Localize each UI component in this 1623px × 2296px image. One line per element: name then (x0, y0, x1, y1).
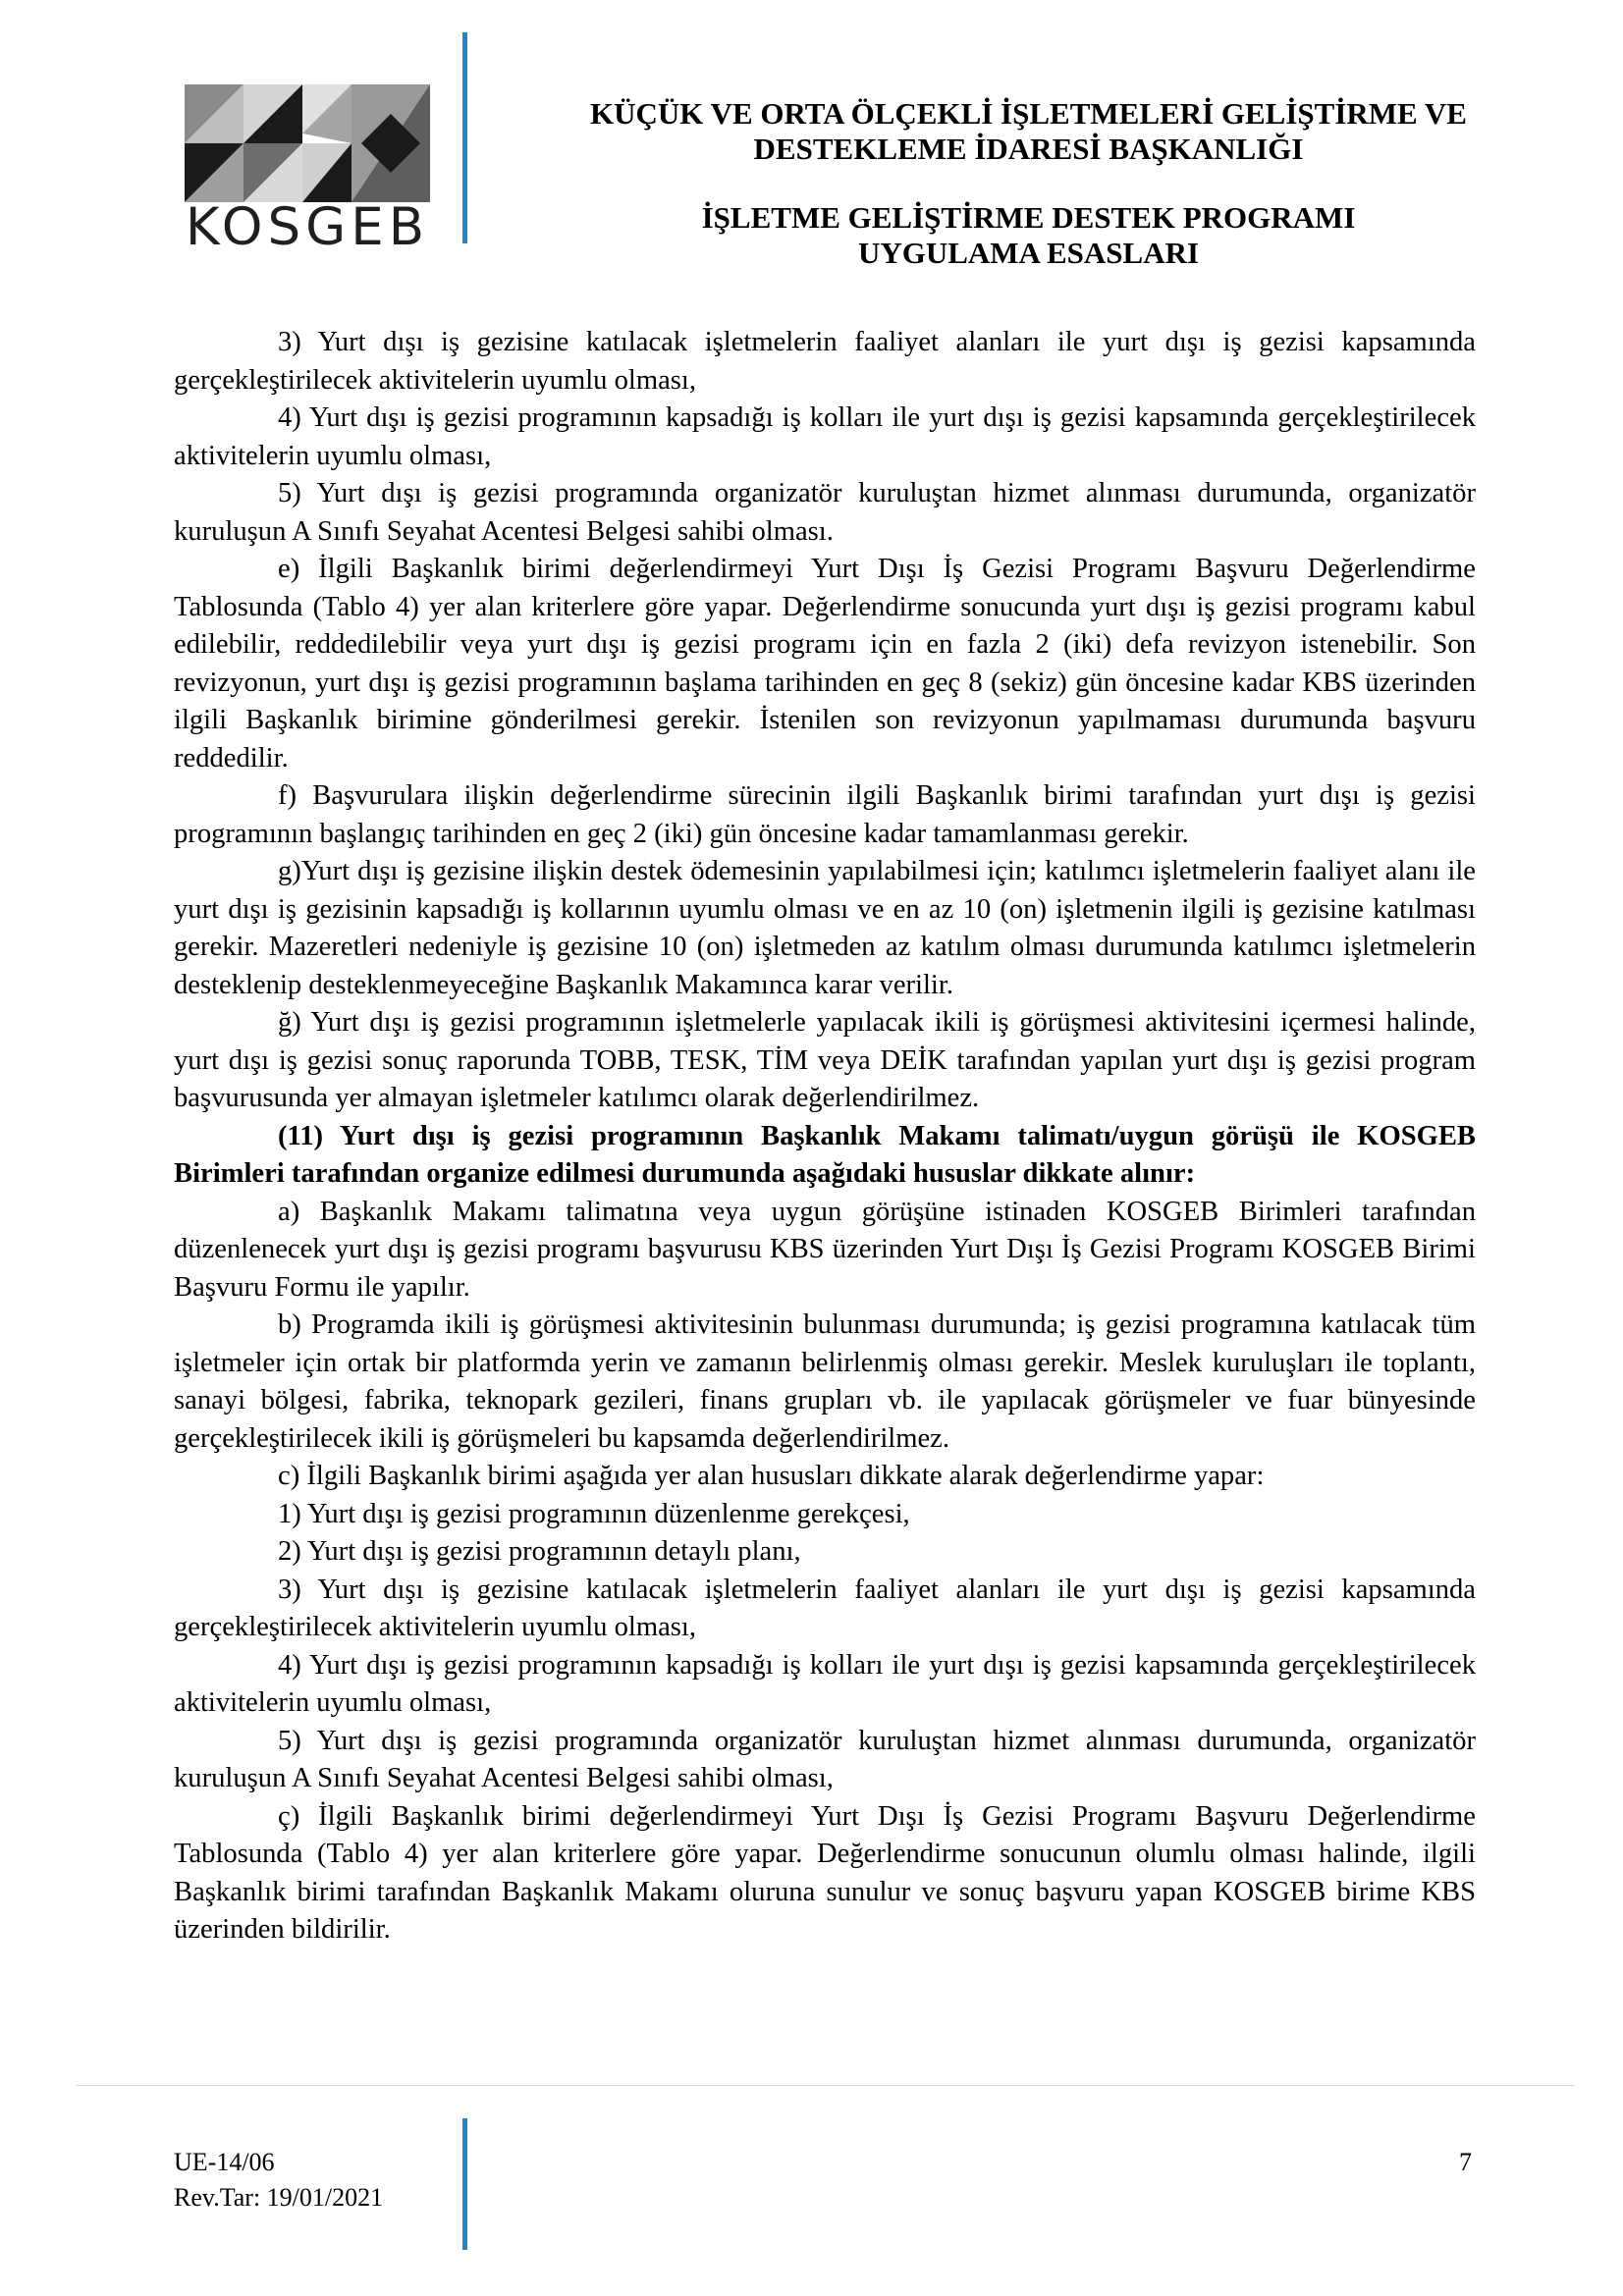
document-code: UE-14/06 (174, 2148, 275, 2176)
footer-document-info (174, 2145, 383, 2216)
section-heading: (11) Yurt dışı iş gezisi programının Başkanlık Makamı talimatı/uygun görüşü ile KOSGEB Birimleri tarafından organize edilmesi durumunda aşağıdaki hususlar dikkate alınır: (174, 1120, 1476, 1189)
header-titles (481, 96, 1576, 271)
page-number: 7 (1459, 2148, 1472, 2176)
paragraph: 2) Yurt dışı iş gezisi programının detaylı planı, (278, 1536, 801, 1567)
organization-name (481, 96, 1576, 167)
paragraph: c) İlgili Başkanlık birimi aşağıda yer alan hususları dikkate alarak değerlendirme yapar: (278, 1461, 1265, 1491)
paragraph: 4) Yurt dışı iş gezisi programının kapsadığı iş kolları ile yurt dışı iş gezisi kapsamında gerçekleştirilecek aktivitelerin uyumlu olması, (174, 402, 1476, 471)
paragraph: f) Başvurulara ilişkin değerlendirme sürecinin ilgili Başkanlık birimi tarafından yurt dışı iş gezisi programının başlangıç tarihinden en geç 2 (iki) gün öncesine kadar tamamlanması gerekir. (174, 780, 1476, 849)
document-title-line-1: İŞLETME GELİŞTİRME DESTEK PROGRAMI (701, 200, 1356, 235)
document-title (481, 200, 1576, 271)
page-header (0, 0, 1623, 294)
paragraph: 3) Yurt dışı iş gezisine katılacak işletmelerin faaliyet alanları ile yurt dışı iş gezisi kapsamında gerçekleştirilecek aktivitelerin uyumlu olması, (174, 1574, 1476, 1642)
paragraph: 5) Yurt dışı iş gezisi programında organizatör kuruluştan hizmet alınması durumunda, organizatör kuruluşun A Sınıfı Seyahat Acentesi Belgesi sahibi olması. (174, 478, 1476, 547)
paragraph: g)Yurt dışı iş gezisine ilişkin destek ödemesinin yapılabilmesi için; katılımcı işletmelerin faaliyet alanı ile yurt dışı iş gezisinin kapsadığı iş kollarının uyumlu olması ve en az 10 (on) işletmenin ilgili iş gezisine katılması gerekir. Mazeretleri nedeniyle iş gezisine 10 (on) işletmeden az katılım olması durumunda katılımcı işletmelerin desteklenip desteklenmeyeceğine Başkanlık Makamınca karar verilir. (174, 856, 1476, 1000)
footer-divider (462, 2118, 467, 2250)
paragraph: 1) Yurt dışı iş gezisi programının düzenlenme gerekçesi, (278, 1498, 910, 1529)
revision-date: Rev.Tar: 19/01/2021 (174, 2183, 384, 2212)
organization-name-line-2: DESTEKLEME İDARESİ BAŞKANLIĞI (753, 132, 1304, 166)
document-title-line-2: UYGULAMA ESASLARI (857, 236, 1200, 270)
paragraph: ğ) Yurt dışı iş gezisi programının işletmelerle yapılacak ikili iş görüşmesi aktivitesini içermesi halinde, yurt dışı iş gezisi sonuç raporunda TOBB, TESK, TİM veya DEİK tarafından yapılan yurt dışı iş gezisi program başvurusunda yer almayan işletmeler katılımcı olarak değerlendirilmez. (174, 1007, 1476, 1113)
kosgeb-logo-text: KOSGEB (185, 197, 430, 257)
kosgeb-logo (185, 84, 430, 257)
kosgeb-logo-mark (185, 84, 430, 202)
paragraph: ç) İlgili Başkanlık birimi değerlendirmeyi Yurt Dışı İş Gezisi Programı Başvuru Değerlendirme Tablosunda (Tablo 4) yer alan kriterlere göre yapar. Değerlendirme sonucunun olumlu olması halinde, ilgili Başkanlık birimi tarafından Başkanlık Makamı oluruna sunulur ve sonuç başvuru yapan KOSGEB birime KBS üzerinden bildirilir. (174, 1800, 1476, 1945)
paragraph: a) Başkanlık Makamı talimatına veya uygun görüşüne istinaden KOSGEB Birimleri tarafından düzenlenecek yurt dışı iş gezisi programı başvurusu KBS üzerinden Yurt Dışı İş Gezisi Programı KOSGEB Birimi Başvuru Formu ile yapılır. (174, 1196, 1476, 1303)
document-body (174, 324, 1476, 1949)
paragraph: 3) Yurt dışı iş gezisine katılacak işletmelerin faaliyet alanları ile yurt dışı iş gezisi kapsamında gerçekleştirilecek aktivitelerin uyumlu olması, (174, 327, 1476, 396)
paragraph: 5) Yurt dışı iş gezisi programında organizatör kuruluştan hizmet alınması durumunda, organizatör kuruluşun A Sınıfı Seyahat Acentesi Belgesi sahibi olması, (174, 1725, 1476, 1793)
paragraph: 4) Yurt dışı iş gezisi programının kapsadığı iş kolları ile yurt dışı iş gezisi kapsamında gerçekleştirilecek aktivitelerin uyumlu olması, (174, 1649, 1476, 1718)
organization-name-line-1: KÜÇÜK VE ORTA ÖLÇEKLİ İŞLETMELERİ GELİŞTİRME VE (590, 96, 1467, 131)
paragraph: e) İlgili Başkanlık birimi değerlendirmeyi Yurt Dışı İş Gezisi Programı Başvuru Değerlendirme Tablosunda (Tablo 4) yer alan kriterlere göre yapar. Değerlendirme sonucunda yurt dışı iş gezisi programı kabul edilebilir, reddedilebilir veya yurt dışı iş gezisi programı için en fazla 2 (iki) defa revizyon istenebilir. Son revizyonun, yurt dışı iş gezisi programının başlama tarihinden en geç 8 (sekiz) gün öncesine kadar KBS üzerinden ilgili Başkanlık birimine gönderilmesi gerekir. İstenilen son revizyonun yapılmaması durumunda başvuru reddedilir. (174, 554, 1476, 774)
header-divider (462, 32, 467, 243)
footer-rule (77, 2085, 1575, 2086)
paragraph: b) Programda ikili iş görüşmesi aktivitesinin bulunması durumunda; iş gezisi programına katılacak tüm işletmeler için ortak bir platformda yerin ve zamanın belirlenmiş olması gerekir. Meslek kuruluşları ile toplantı, sanayi bölgesi, fabrika, teknopark gezileri, finans grupları vb. ile yapılacak görüşmeler ve fuar bünyesinde gerçekleştirilecek ikili iş görüşmeleri bu kapsamda değerlendirilmez. (174, 1309, 1476, 1454)
